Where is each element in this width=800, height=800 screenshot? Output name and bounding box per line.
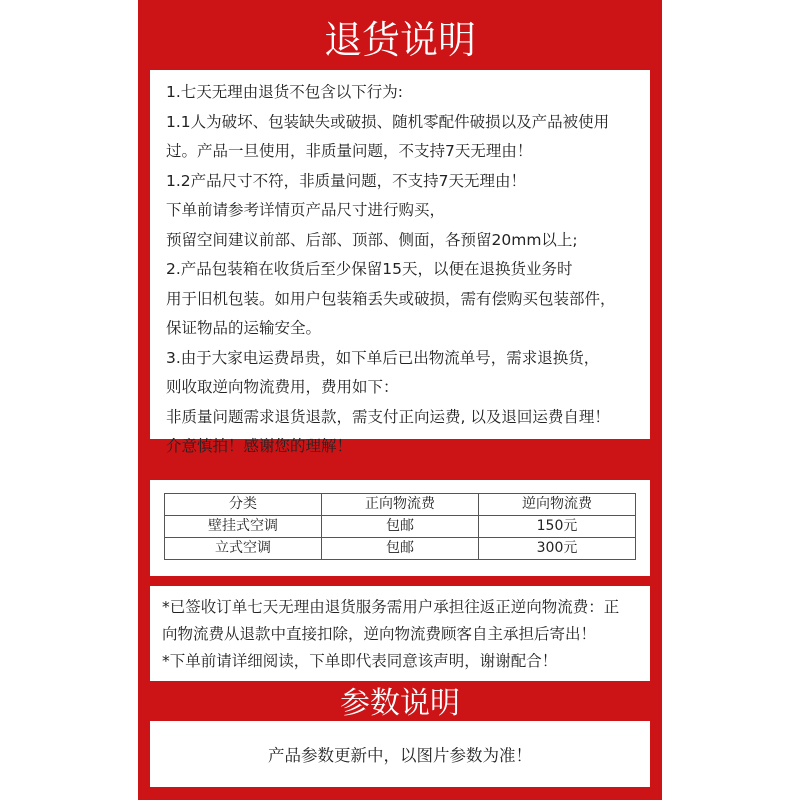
note-line: *已签收订单七天无理由退货服务需用户承担往返正逆向物流费：正 (162, 598, 620, 616)
table-cell: 300元 (479, 538, 636, 560)
table-header-cell: 正向物流费 (322, 494, 479, 516)
fee-table-box (150, 480, 650, 576)
return-policy-box (150, 70, 650, 455)
table-row (165, 538, 636, 560)
return-line: 2.产品包装箱在收货后至少保留15天，以便在退换货业务时 (166, 260, 573, 278)
parameters-box (150, 721, 650, 787)
return-policy-title: 退货说明 (323, 18, 476, 62)
table-header-row (165, 494, 636, 516)
return-line: 过。产品一旦使用，非质量问题，不支持7天无理由！ (166, 142, 533, 160)
return-line: 1.七天无理由退货不包含以下行为: (166, 83, 404, 101)
notes-box (150, 586, 650, 681)
table-cell: 壁挂式空调 (165, 516, 322, 538)
parameters-title: 参数说明 (340, 686, 460, 721)
return-line: 则收取逆向物流费用，费用如下： (166, 378, 399, 396)
return-line: 非质量问题需求退货退款，需支付正向运费, 以及退回运费自理！ (166, 407, 610, 426)
table-cell: 包邮 (322, 516, 479, 538)
return-line: 保证物品的运输安全。 (166, 319, 322, 337)
table-cell: 包邮 (322, 538, 479, 560)
return-line: 用于旧机包装。如用户包装箱丢失或破损，需有偿购买包装部件， (166, 289, 616, 308)
return-line: 下单前请参考详情页产品尺寸进行购买， (166, 201, 446, 219)
return-line: 介意慎拍！感谢您的理解！ (166, 437, 353, 455)
return-line: 1.2产品尺寸不符，非质量问题，不支持7天无理由！ (166, 171, 527, 190)
table-header-cell: 分类 (165, 494, 322, 516)
return-line: 1.1人为破坏、包装缺失或破损、随机零配件破损以及产品被使用 (166, 112, 610, 131)
table-row (165, 516, 636, 538)
return-line: 3.由于大家电运费昂贵，如下单后已出物流单号，需求退换货， (166, 348, 600, 367)
return-line: 预留空间建议前部、后部、顶部、侧面，各预留20mm以上; (166, 230, 578, 249)
table-cell: 立式空调 (165, 538, 322, 560)
note-line: 向物流费从退款中直接扣除，逆向物流费顾客自主承担后寄出！ (162, 625, 597, 643)
parameters-note: 产品参数更新中，以图片参数为准！ (268, 746, 532, 765)
table-header-cell: 逆向物流费 (479, 494, 636, 516)
fee-table (164, 493, 636, 560)
note-line: *下单前请详细阅读，下单即代表同意该声明，谢谢配合！ (162, 652, 558, 670)
table-cell: 150元 (479, 516, 636, 538)
